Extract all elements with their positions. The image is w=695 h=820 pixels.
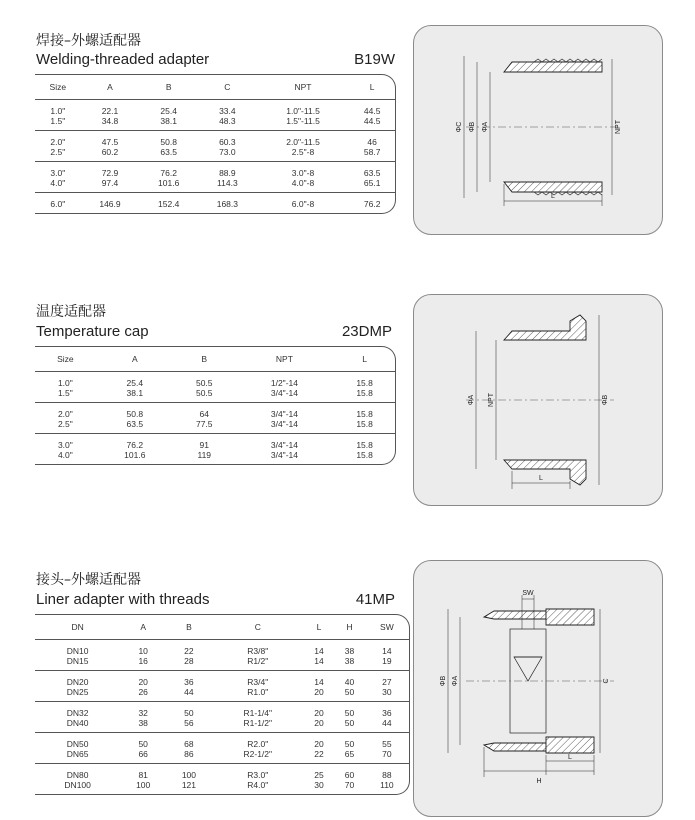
dim-label-phi-b: ΦB <box>602 394 609 406</box>
table-row <box>35 403 395 420</box>
table-cell: 2.5" <box>57 419 73 429</box>
table-cell: 63.5 <box>363 168 381 178</box>
table-cell: 64 <box>199 409 209 419</box>
row-group <box>35 671 409 702</box>
table-row <box>35 764 409 781</box>
table-cell: 101.6 <box>124 450 146 460</box>
table-cell: R1/2" <box>247 656 269 666</box>
table-cell: 146.9 <box>99 199 121 209</box>
table-cell: DN20 <box>66 677 89 687</box>
table-cell: 20 <box>314 687 324 697</box>
table-cell: 72.9 <box>101 168 119 178</box>
table-cell: 2.0" <box>50 137 66 147</box>
column-header: A <box>120 615 166 640</box>
table-cell: 50 <box>344 687 355 697</box>
table-cell: 47.5 <box>101 137 119 147</box>
table-row <box>35 193 395 214</box>
table-cell: 168.3 <box>216 199 238 209</box>
table-cell: 50.8 <box>126 409 144 419</box>
table-row <box>35 388 395 403</box>
table-cell: R3/8" <box>247 646 269 656</box>
table-cell: 36 <box>184 677 194 687</box>
column-header: B <box>174 347 235 372</box>
table-cell: R1-1/2" <box>243 718 273 728</box>
table-cell: 50 <box>184 708 194 718</box>
column-header: Size <box>35 75 81 100</box>
table-cell: 15.8 <box>356 409 373 419</box>
table-cell: R3/4" <box>247 677 269 687</box>
table-cell: 119 <box>197 450 212 460</box>
dim-label-phi-a: ΦA <box>482 121 489 133</box>
dim-label-phi-a: ΦA <box>468 394 475 406</box>
table-cell: 68 <box>184 739 194 749</box>
table-cell: 58.7 <box>363 147 381 157</box>
dim-label-phi-c: ΦC <box>456 121 463 133</box>
table-row <box>35 419 395 434</box>
table-cell: DN10 <box>66 646 89 656</box>
table-cell: 25.4 <box>160 106 177 116</box>
table-cell: 60.2 <box>101 147 119 157</box>
table-cell: 152.4 <box>158 199 180 209</box>
table-cell: 44 <box>382 718 392 728</box>
table-cell: 4.0" <box>57 450 73 460</box>
table-cell: 3/4"-14 <box>270 419 298 429</box>
technical-drawing <box>413 25 663 235</box>
table-cell: 50 <box>138 739 148 749</box>
table-cell: 1.0"-11.5 <box>286 106 320 116</box>
table-cell: 48.3 <box>219 116 236 126</box>
table-cell: 22 <box>184 646 194 656</box>
column-header: B <box>139 75 198 100</box>
dim-label-c: C <box>603 678 610 684</box>
table-cell: 114.3 <box>217 178 238 188</box>
table-cell: DN65 <box>66 749 89 759</box>
table-cell: 3/4"-14 <box>270 388 298 398</box>
table-cell: 4.0"-8 <box>291 178 315 188</box>
table-cell: 25 <box>314 770 324 780</box>
table-cell: 81 <box>138 770 148 780</box>
table-cell: 50.5 <box>195 378 213 388</box>
table-cell: 55 <box>382 739 392 749</box>
section-zh-title: 温度适配器 <box>36 304 106 320</box>
technical-drawing <box>413 294 663 506</box>
table-row <box>35 671 409 688</box>
dim-label-h: H <box>536 778 542 785</box>
spec-table <box>35 346 396 465</box>
dim-label-sw: SW <box>522 590 534 597</box>
table-cell: 50.8 <box>160 137 177 147</box>
table-cell: DN25 <box>66 687 89 697</box>
dim-label-phi-a: ΦA <box>452 675 459 687</box>
table-cell: 32 <box>138 708 148 718</box>
table-cell: 97.4 <box>101 178 119 188</box>
row-group <box>35 131 395 162</box>
table-cell: 38 <box>344 656 355 666</box>
table-row <box>35 147 395 162</box>
table-cell: 66 <box>138 749 148 759</box>
table-cell: 1.0" <box>57 378 73 388</box>
dim-label-npt: NPT <box>488 393 495 407</box>
table-cell: 73.0 <box>219 147 236 157</box>
table-cell: R3.0" <box>247 770 269 780</box>
table-cell: 65 <box>344 749 355 759</box>
table-cell: 19 <box>382 656 392 666</box>
table-cell: 44.5 <box>363 116 381 126</box>
section-en-title: Temperature cap <box>36 323 149 340</box>
table-cell: 60 <box>344 770 355 780</box>
table-row <box>35 687 409 702</box>
table-cell: 88 <box>382 770 392 780</box>
row-group <box>35 193 395 214</box>
table-cell: 2.5" <box>50 147 66 157</box>
table-cell: 14 <box>314 656 324 666</box>
dim-label-phi-b: ΦB <box>440 675 447 687</box>
table-cell: 10 <box>138 646 148 656</box>
product-code: 41MP <box>355 591 395 608</box>
table-row <box>35 372 395 389</box>
column-header: DN <box>35 615 120 640</box>
row-group <box>35 403 395 434</box>
table-cell: R1-1/4" <box>243 708 273 718</box>
table-cell: 101.6 <box>158 178 180 188</box>
table-cell: 30 <box>314 780 324 790</box>
table-cell: 50 <box>344 708 355 718</box>
table-cell: 38 <box>138 718 148 728</box>
table-cell: 65.1 <box>363 178 381 188</box>
row-group <box>35 702 409 733</box>
table-cell: 6.0" <box>50 199 66 209</box>
spec-table <box>35 614 410 795</box>
row-group <box>35 162 395 193</box>
table-cell: 28 <box>184 656 194 666</box>
column-header: A <box>96 347 174 372</box>
table-cell: 25.4 <box>126 378 144 388</box>
table-row <box>35 656 409 671</box>
table-cell: 6.0"-8 <box>291 199 315 209</box>
table-row <box>35 178 395 193</box>
dim-label-phi-b: ΦB <box>469 121 476 133</box>
table-cell: 15.8 <box>356 388 373 398</box>
column-header: C <box>212 615 304 640</box>
table-cell: 38 <box>344 646 355 656</box>
table-cell: 1.0" <box>50 106 66 116</box>
column-header: A <box>81 75 140 100</box>
table-cell: 56 <box>184 718 194 728</box>
section-en-title: Welding-threaded adapter <box>36 51 210 68</box>
table-cell: 46 <box>367 137 377 147</box>
table-cell: 63.5 <box>126 419 144 429</box>
table-cell: 1.5" <box>57 388 73 398</box>
table-cell: 76.2 <box>160 168 177 178</box>
row-group <box>35 434 395 465</box>
table-cell: 110 <box>380 780 394 790</box>
table-row <box>35 434 395 451</box>
column-header: B <box>166 615 212 640</box>
table-cell: 15.8 <box>356 450 373 460</box>
table-cell: 1/2"-14 <box>270 378 298 388</box>
table-cell: 76.2 <box>363 199 381 209</box>
column-header: L <box>349 75 395 100</box>
table-cell: R2-1/2" <box>243 749 273 759</box>
table-cell: 20 <box>138 677 148 687</box>
table-cell: R2.0" <box>247 739 269 749</box>
table-cell: 44.5 <box>363 106 381 116</box>
table-row <box>35 131 395 148</box>
column-header: C <box>198 75 257 100</box>
table-cell: 100 <box>136 780 151 790</box>
row-group <box>35 733 409 764</box>
table-row <box>35 749 409 764</box>
dim-label-l: L <box>568 754 572 761</box>
table-cell: 88.9 <box>219 168 236 178</box>
table-cell: 44 <box>184 687 194 697</box>
table-row <box>35 780 409 794</box>
table-cell: DN40 <box>66 718 89 728</box>
table-cell: 50 <box>344 718 355 728</box>
table-cell: 3/4"-14 <box>270 440 298 450</box>
spec-table <box>35 74 396 214</box>
table-row <box>35 162 395 179</box>
table-cell: 100 <box>181 770 196 780</box>
table-cell: 3.0" <box>57 440 73 450</box>
column-header: H <box>334 615 365 640</box>
table-cell: 36 <box>382 708 392 718</box>
table-cell: 15.8 <box>356 440 373 450</box>
table-cell: 63.5 <box>160 147 177 157</box>
column-header: L <box>304 615 335 640</box>
section-zh-title: 接头–外螺适配器 <box>36 572 141 588</box>
table-cell: 34.8 <box>101 116 119 126</box>
table-cell: 16 <box>138 656 148 666</box>
table-cell: 20 <box>314 708 324 718</box>
table-cell: 30 <box>382 687 392 697</box>
table-cell: 40 <box>344 677 355 687</box>
column-header: NPT <box>235 347 335 372</box>
table-cell: 20 <box>314 718 324 728</box>
dim-label-npt: NPT <box>615 120 622 134</box>
table-cell: DN32 <box>66 708 89 718</box>
column-header: L <box>334 347 395 372</box>
table-cell: 15.8 <box>356 419 373 429</box>
table-cell: 1.5"-11.5 <box>286 116 320 126</box>
table-row <box>35 640 409 657</box>
dim-label-l: L <box>551 193 555 200</box>
table-cell: DN100 <box>64 780 91 790</box>
technical-drawing <box>413 560 663 817</box>
table-row <box>35 702 409 719</box>
table-cell: 60.3 <box>219 137 236 147</box>
dim-label-l: L <box>539 475 543 482</box>
row-group <box>35 640 409 671</box>
table-row <box>35 450 395 464</box>
table-cell: 76.2 <box>126 440 144 450</box>
table-cell: R4.0" <box>247 780 269 790</box>
table-cell: 2.0"-11.5 <box>286 137 320 147</box>
row-group <box>35 372 395 403</box>
column-header: Size <box>35 347 96 372</box>
table-cell: DN50 <box>66 739 89 749</box>
table-cell: 1.5" <box>50 116 66 126</box>
table-cell: 3/4"-14 <box>270 450 298 460</box>
table-cell: 14 <box>382 646 392 656</box>
table-cell: DN15 <box>66 656 89 666</box>
product-code: B19W <box>354 51 395 68</box>
table-cell: 38.1 <box>126 388 144 398</box>
table-cell: 3.0"-8 <box>291 168 315 178</box>
table-cell: 38.1 <box>160 116 177 126</box>
table-cell: 15.8 <box>356 378 373 388</box>
section-zh-title: 焊接–外螺适配器 <box>36 33 141 49</box>
table-cell: 33.4 <box>219 106 236 116</box>
table-cell: 22.1 <box>101 106 119 116</box>
column-header: SW <box>365 615 409 640</box>
table-cell: R1.0" <box>247 687 269 697</box>
section-en-title: Liner adapter with threads <box>36 591 210 608</box>
table-cell: 2.5"-8 <box>291 147 315 157</box>
table-cell: 50.5 <box>195 388 213 398</box>
row-group <box>35 100 395 131</box>
table-cell: 86 <box>184 749 194 759</box>
table-cell: 3.0" <box>50 168 66 178</box>
table-cell: 50 <box>344 739 355 749</box>
table-cell: DN80 <box>66 770 89 780</box>
table-cell: 14 <box>314 646 324 656</box>
table-row <box>35 733 409 750</box>
table-cell: 27 <box>382 677 392 687</box>
table-cell: 22 <box>314 749 324 759</box>
table-cell: 121 <box>181 780 196 790</box>
table-cell: 77.5 <box>195 419 213 429</box>
table-row <box>35 100 395 117</box>
table-row <box>35 116 395 131</box>
table-cell: 4.0" <box>50 178 66 188</box>
product-code: 23DMP <box>341 323 392 340</box>
row-group <box>35 764 409 795</box>
table-row <box>35 718 409 733</box>
table-cell: 91 <box>199 440 209 450</box>
column-header: NPT <box>257 75 350 100</box>
table-cell: 70 <box>382 749 392 759</box>
table-cell: 14 <box>314 677 324 687</box>
table-cell: 70 <box>344 780 355 790</box>
table-cell: 20 <box>314 739 324 749</box>
table-cell: 26 <box>138 687 148 697</box>
table-cell: 3/4"-14 <box>270 409 298 419</box>
table-cell: 2.0" <box>57 409 73 419</box>
